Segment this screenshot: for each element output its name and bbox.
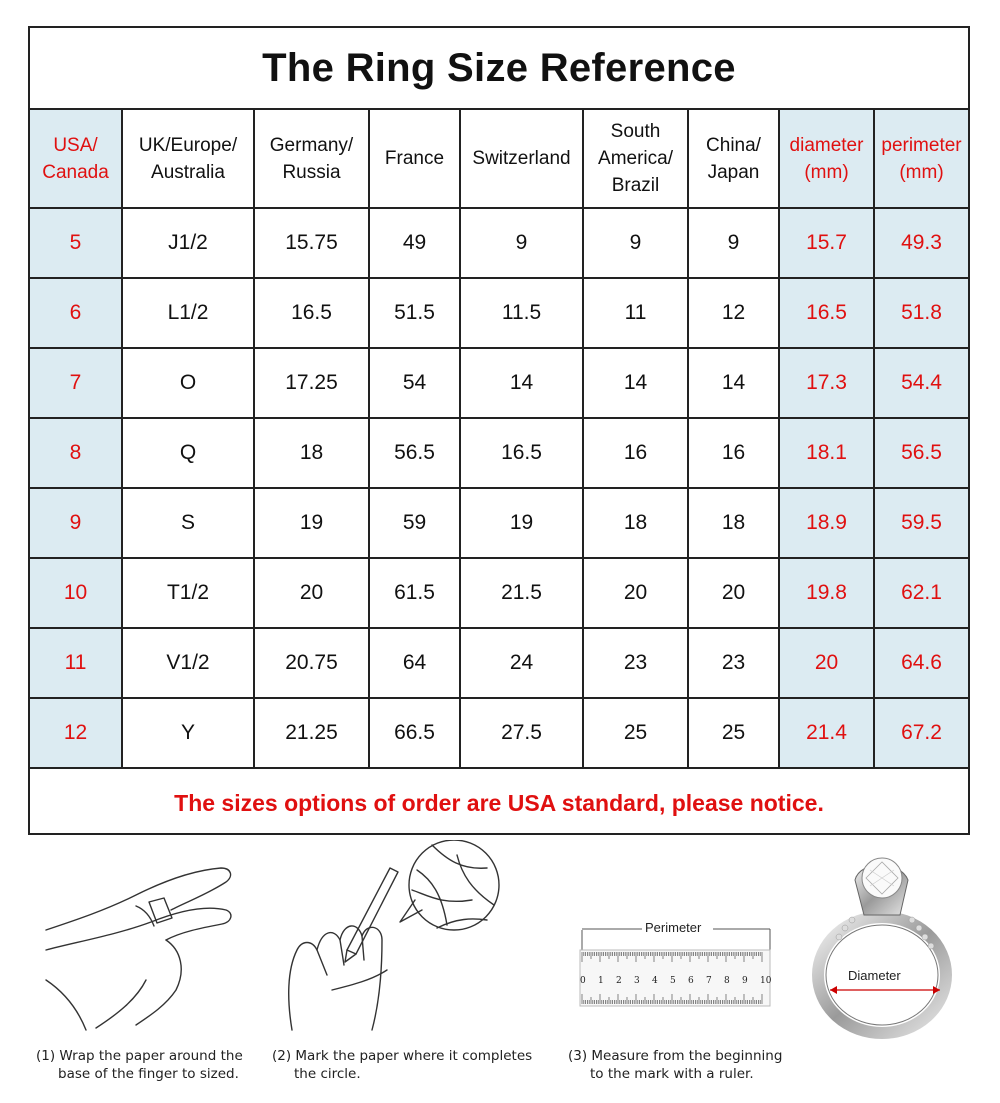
ruler-number: 5: [670, 976, 676, 986]
ruler-number: 0: [580, 976, 586, 986]
size-cell: 54.4: [874, 348, 968, 418]
column-header-line: Australia: [151, 161, 225, 183]
ruler-number: 1: [598, 976, 604, 986]
chart-title: The Ring Size Reference: [30, 28, 968, 110]
size-cell: 25: [583, 698, 688, 768]
size-cell: 64.6: [874, 628, 968, 698]
ruler-number: 6: [688, 976, 694, 986]
table-row: [30, 418, 968, 488]
column-header-line: China/: [706, 134, 761, 156]
size-cell: 51.8: [874, 278, 968, 348]
step-3-caption: [568, 1047, 808, 1083]
ring-size-chart: [28, 26, 970, 835]
column-header-0: [30, 110, 122, 208]
size-cell: 19: [254, 488, 369, 558]
size-cell: 23: [583, 628, 688, 698]
size-cell: O: [122, 348, 254, 418]
size-cell: T1/2: [122, 558, 254, 628]
column-header-line: Japan: [707, 161, 760, 183]
column-header-line: Brazil: [611, 175, 660, 196]
size-cell: 21.4: [779, 698, 874, 768]
size-cell: J1/2: [122, 208, 254, 278]
size-cell: 12: [688, 278, 779, 348]
size-cell: 9: [688, 208, 779, 278]
usa-size-cell: 6: [30, 278, 122, 348]
size-cell: 20: [583, 558, 688, 628]
size-cell: 19.8: [779, 558, 874, 628]
column-header-8: [874, 110, 968, 208]
size-cell: 16: [583, 418, 688, 488]
size-cell: 16.5: [779, 278, 874, 348]
size-cell: 66.5: [369, 698, 460, 768]
column-header-line: (mm): [899, 161, 944, 183]
ring-size-table: [30, 110, 968, 769]
size-cell: 49.3: [874, 208, 968, 278]
size-cell: 59.5: [874, 488, 968, 558]
usa-size-cell: 11: [30, 628, 122, 698]
size-cell: Y: [122, 698, 254, 768]
size-cell: 18: [688, 488, 779, 558]
column-header-3: [369, 110, 460, 208]
table-row: [30, 208, 968, 278]
ring-diameter-label: Diameter: [848, 968, 901, 983]
column-header-line: perimeter: [881, 134, 962, 156]
step-3: [568, 840, 788, 1103]
column-header-1: [122, 110, 254, 208]
usa-size-cell: 8: [30, 418, 122, 488]
step-2-caption-line1: (2) Mark the paper where it completes: [272, 1048, 533, 1064]
step-2: [272, 840, 542, 1103]
size-cell: 59: [369, 488, 460, 558]
size-cell: 56.5: [874, 418, 968, 488]
step-4: [800, 840, 980, 1103]
step-1-caption-line1: (1) Wrap the paper around the: [36, 1048, 243, 1064]
size-cell: 9: [460, 208, 583, 278]
usa-size-cell: 10: [30, 558, 122, 628]
size-cell: 18: [254, 418, 369, 488]
step-2-caption: [272, 1047, 542, 1083]
size-cell: 61.5: [369, 558, 460, 628]
table-header-row: [30, 110, 968, 208]
size-cell: V1/2: [122, 628, 254, 698]
table-row: [30, 488, 968, 558]
size-cell: 51.5: [369, 278, 460, 348]
step-3-caption-line2: to the mark with a ruler.: [590, 1066, 754, 1082]
column-header-line: France: [384, 148, 445, 169]
step-1-caption: [36, 1047, 266, 1083]
size-cell: S: [122, 488, 254, 558]
size-cell: 14: [688, 348, 779, 418]
size-cell: 18: [583, 488, 688, 558]
size-cell: 49: [369, 208, 460, 278]
size-cell: Q: [122, 418, 254, 488]
measurement-steps: [0, 840, 1000, 1103]
usa-size-cell: 5: [30, 208, 122, 278]
usa-size-cell: 12: [30, 698, 122, 768]
size-cell: 15.75: [254, 208, 369, 278]
column-header-line: UK/Europe/: [138, 134, 238, 156]
size-cell: 15.7: [779, 208, 874, 278]
usa-size-cell: 9: [30, 488, 122, 558]
column-header-6: [688, 110, 779, 208]
size-cell: 56.5: [369, 418, 460, 488]
wrap-paper-hand-icon: [36, 840, 256, 1040]
ruler-number: 7: [706, 976, 712, 986]
size-cell: 11.5: [460, 278, 583, 348]
size-cell: 20: [688, 558, 779, 628]
table-row: [30, 628, 968, 698]
usa-size-cell: 7: [30, 348, 122, 418]
size-cell: 67.2: [874, 698, 968, 768]
ruler-perimeter-label: Perimeter: [642, 920, 704, 935]
size-cell: 18.9: [779, 488, 874, 558]
step-1-caption-line2: base of the finger to sized.: [58, 1066, 239, 1082]
ruler-number: 9: [742, 976, 748, 986]
size-cell: 9: [583, 208, 688, 278]
mark-paper-pen-icon: [272, 840, 542, 1040]
size-cell: 24: [460, 628, 583, 698]
size-cell: 21.25: [254, 698, 369, 768]
size-cell: 16: [688, 418, 779, 488]
column-header-line: Germany/: [269, 134, 354, 156]
step-1: [36, 840, 256, 1103]
size-cell: 62.1: [874, 558, 968, 628]
size-cell: 27.5: [460, 698, 583, 768]
step-3-caption-line1: (3) Measure from the beginning: [568, 1048, 783, 1064]
size-cell: 23: [688, 628, 779, 698]
column-header-line: South: [610, 121, 661, 142]
size-cell: 64: [369, 628, 460, 698]
ruler-number: 10: [760, 976, 772, 986]
ruler-number: 4: [652, 976, 658, 986]
usa-standard-notice: The sizes options of order are USA standard, please notice.: [174, 789, 824, 816]
size-cell: 14: [460, 348, 583, 418]
size-cell: 19: [460, 488, 583, 558]
table-row: [30, 698, 968, 768]
size-cell: 21.5: [460, 558, 583, 628]
step-2-caption-line2: the circle.: [294, 1066, 361, 1082]
size-cell: 16.5: [460, 418, 583, 488]
size-cell: 20: [254, 558, 369, 628]
size-cell: L1/2: [122, 278, 254, 348]
column-header-line: USA/: [53, 134, 98, 156]
ruler-number: 2: [616, 976, 622, 986]
column-header-line: Switzerland: [472, 148, 571, 169]
size-cell: 17.3: [779, 348, 874, 418]
size-cell: 25: [688, 698, 779, 768]
column-header-2: [254, 110, 369, 208]
size-cell: 20.75: [254, 628, 369, 698]
column-header-line: diameter: [789, 134, 864, 156]
column-header-line: America/: [598, 148, 673, 169]
table-row: [30, 348, 968, 418]
size-cell: 11: [583, 278, 688, 348]
column-header-4: [460, 110, 583, 208]
ring-diameter-icon: [800, 840, 980, 1040]
ruler-number: 3: [634, 976, 640, 986]
table-row: [30, 558, 968, 628]
size-cell: 20: [779, 628, 874, 698]
size-cell: 18.1: [779, 418, 874, 488]
table-row: [30, 278, 968, 348]
column-header-line: Russia: [282, 161, 341, 183]
column-header-line: Canada: [42, 161, 109, 183]
column-header-line: (mm): [804, 161, 849, 183]
column-header-7: [779, 110, 874, 208]
ruler-number: 8: [724, 976, 730, 986]
size-cell: 17.25: [254, 348, 369, 418]
size-cell: 16.5: [254, 278, 369, 348]
size-cell: 54: [369, 348, 460, 418]
column-header-5: [583, 110, 688, 208]
size-cell: 14: [583, 348, 688, 418]
ruler-icon: [568, 840, 788, 1040]
